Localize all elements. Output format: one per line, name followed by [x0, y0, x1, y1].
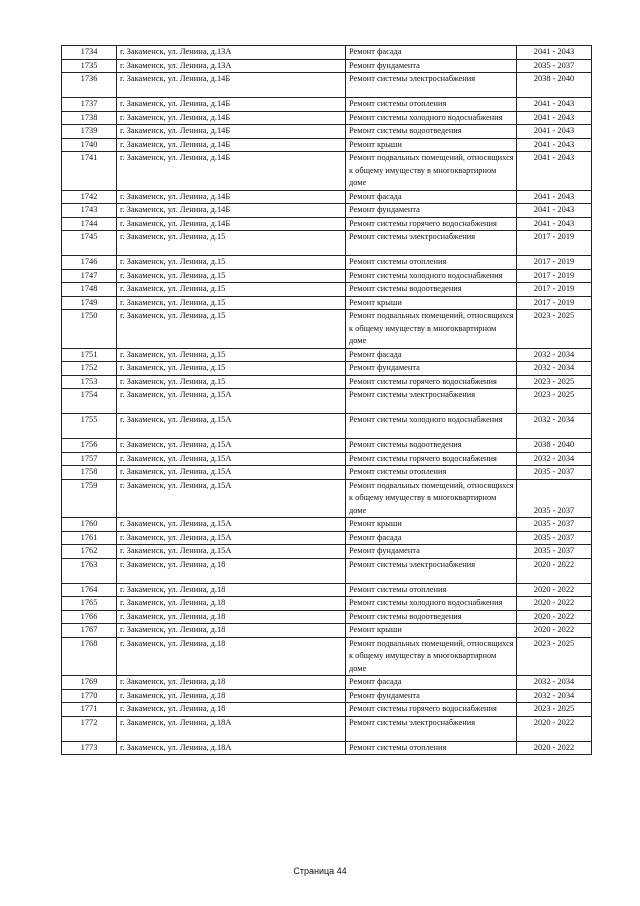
address-cell: г. Закаменск, ул. Ленина, д.15 [117, 269, 346, 283]
address-cell: г. Закаменск, ул. Ленина, д.15 [117, 348, 346, 362]
table-row [62, 558, 592, 583]
row-number: 1753 [62, 375, 117, 389]
period-cell: 2023 - 2025 [517, 637, 592, 676]
work-type-cell: Ремонт системы водоотведения [346, 439, 517, 453]
table-row [62, 518, 592, 532]
work-type-cell: Ремонт системы водоотведения [346, 125, 517, 139]
period-cell: 2035 - 2037 [517, 479, 592, 518]
row-number: 1756 [62, 439, 117, 453]
work-type-cell: Ремонт системы электроснабжения [346, 558, 517, 583]
period-cell: 2020 - 2022 [517, 741, 592, 755]
address-cell: г. Закаменск, ул. Ленина, д.15 [117, 362, 346, 376]
address-cell: г. Закаменск, ул. Ленина, д.15 [117, 283, 346, 297]
period-cell: 2032 - 2034 [517, 676, 592, 690]
address-cell: г. Закаменск, ул. Ленина, д.13А [117, 59, 346, 73]
row-number: 1735 [62, 59, 117, 73]
period-cell: 2035 - 2037 [517, 466, 592, 480]
table-row [62, 111, 592, 125]
work-type-cell: Ремонт подвальных помещений, относящихся к общему имуществу в многоквартирном доме [346, 637, 517, 676]
address-cell: г. Закаменск, ул. Ленина, д.14Б [117, 138, 346, 152]
table-row [62, 637, 592, 676]
work-type-cell: Ремонт фасада [346, 46, 517, 60]
address-cell: г. Закаменск, ул. Ленина, д.18 [117, 676, 346, 690]
table-row [62, 348, 592, 362]
table-row [62, 703, 592, 717]
period-cell: 2041 - 2043 [517, 152, 592, 191]
table-row [62, 466, 592, 480]
work-type-cell: Ремонт системы холодного водоснабжения [346, 597, 517, 611]
row-number: 1773 [62, 741, 117, 755]
row-number: 1762 [62, 545, 117, 559]
repair-schedule-table [61, 45, 592, 755]
table-row [62, 152, 592, 191]
address-cell: г. Закаменск, ул. Ленина, д.18 [117, 624, 346, 638]
address-cell: г. Закаменск, ул. Ленина, д.14Б [117, 125, 346, 139]
address-cell: г. Закаменск, ул. Ленина, д.15 [117, 310, 346, 349]
table-row [62, 46, 592, 60]
address-cell: г. Закаменск, ул. Ленина, д.18 [117, 558, 346, 583]
period-cell: 2023 - 2025 [517, 703, 592, 717]
period-cell: 2041 - 2043 [517, 46, 592, 60]
work-type-cell: Ремонт системы водоотведения [346, 610, 517, 624]
table-row [62, 59, 592, 73]
row-number: 1741 [62, 152, 117, 191]
work-type-cell: Ремонт фасада [346, 676, 517, 690]
period-cell: 2020 - 2022 [517, 583, 592, 597]
table-row [62, 389, 592, 414]
period-cell: 2020 - 2022 [517, 624, 592, 638]
table-row [62, 624, 592, 638]
period-cell: 2032 - 2034 [517, 348, 592, 362]
address-cell: г. Закаменск, ул. Ленина, д.14Б [117, 190, 346, 204]
row-number: 1759 [62, 479, 117, 518]
period-cell: 2041 - 2043 [517, 217, 592, 231]
work-type-cell: Ремонт системы электроснабжения [346, 716, 517, 741]
period-cell: 2041 - 2043 [517, 138, 592, 152]
address-cell: г. Закаменск, ул. Ленина, д.15А [117, 479, 346, 518]
work-type-cell: Ремонт системы горячего водоснабжения [346, 703, 517, 717]
work-type-cell: Ремонт системы отопления [346, 466, 517, 480]
address-cell: г. Закаменск, ул. Ленина, д.15А [117, 545, 346, 559]
work-type-cell: Ремонт подвальных помещений, относящихся к общему имуществу в многоквартирном доме [346, 310, 517, 349]
address-cell: г. Закаменск, ул. Ленина, д.18 [117, 597, 346, 611]
table-row [62, 545, 592, 559]
work-type-cell: Ремонт системы холодного водоснабжения [346, 414, 517, 439]
work-type-cell: Ремонт системы горячего водоснабжения [346, 452, 517, 466]
address-cell: г. Закаменск, ул. Ленина, д.18 [117, 689, 346, 703]
table-row [62, 716, 592, 741]
table-row [62, 741, 592, 755]
row-number: 1757 [62, 452, 117, 466]
period-cell: 2017 - 2019 [517, 283, 592, 297]
table-row [62, 689, 592, 703]
address-cell: г. Закаменск, ул. Ленина, д.15А [117, 439, 346, 453]
period-cell: 2035 - 2037 [517, 545, 592, 559]
row-number: 1749 [62, 296, 117, 310]
row-number: 1739 [62, 125, 117, 139]
period-cell: 2032 - 2034 [517, 689, 592, 703]
address-cell: г. Закаменск, ул. Ленина, д.18 [117, 610, 346, 624]
work-type-cell: Ремонт крыши [346, 624, 517, 638]
row-number: 1737 [62, 98, 117, 112]
table-row [62, 583, 592, 597]
address-cell: г. Закаменск, ул. Ленина, д.15 [117, 231, 346, 256]
row-number: 1752 [62, 362, 117, 376]
period-cell: 2017 - 2019 [517, 256, 592, 270]
row-number: 1742 [62, 190, 117, 204]
period-cell: 2041 - 2043 [517, 111, 592, 125]
work-type-cell: Ремонт системы водоотведения [346, 283, 517, 297]
period-cell: 2020 - 2022 [517, 597, 592, 611]
period-cell: 2038 - 2040 [517, 439, 592, 453]
address-cell: г. Закаменск, ул. Ленина, д.15 [117, 296, 346, 310]
row-number: 1750 [62, 310, 117, 349]
table-row [62, 439, 592, 453]
period-cell: 2020 - 2022 [517, 610, 592, 624]
address-cell: г. Закаменск, ул. Ленина, д.15 [117, 256, 346, 270]
table-row [62, 231, 592, 256]
period-cell: 2041 - 2043 [517, 98, 592, 112]
address-cell: г. Закаменск, ул. Ленина, д.15А [117, 452, 346, 466]
address-cell: г. Закаменск, ул. Ленина, д.14Б [117, 98, 346, 112]
row-number: 1772 [62, 716, 117, 741]
row-number: 1738 [62, 111, 117, 125]
table-row [62, 414, 592, 439]
table-row [62, 310, 592, 349]
work-type-cell: Ремонт системы отопления [346, 256, 517, 270]
work-type-cell: Ремонт фасада [346, 348, 517, 362]
period-cell: 2017 - 2019 [517, 231, 592, 256]
row-number: 1765 [62, 597, 117, 611]
period-cell: 2032 - 2034 [517, 414, 592, 439]
row-number: 1736 [62, 73, 117, 98]
table-row [62, 138, 592, 152]
row-number: 1748 [62, 283, 117, 297]
row-number: 1734 [62, 46, 117, 60]
period-cell: 2035 - 2037 [517, 518, 592, 532]
table-row [62, 452, 592, 466]
table-row [62, 597, 592, 611]
table-row [62, 204, 592, 218]
work-type-cell: Ремонт системы отопления [346, 98, 517, 112]
row-number: 1747 [62, 269, 117, 283]
period-cell: 2023 - 2025 [517, 375, 592, 389]
address-cell: г. Закаменск, ул. Ленина, д.15А [117, 414, 346, 439]
work-type-cell: Ремонт системы горячего водоснабжения [346, 375, 517, 389]
work-type-cell: Ремонт системы отопления [346, 583, 517, 597]
work-type-cell: Ремонт системы холодного водоснабжения [346, 111, 517, 125]
address-cell: г. Закаменск, ул. Ленина, д.18А [117, 741, 346, 755]
address-cell: г. Закаменск, ул. Ленина, д.18 [117, 703, 346, 717]
address-cell: г. Закаменск, ул. Ленина, д.14Б [117, 73, 346, 98]
work-type-cell: Ремонт системы отопления [346, 741, 517, 755]
row-number: 1740 [62, 138, 117, 152]
row-number: 1758 [62, 466, 117, 480]
row-number: 1771 [62, 703, 117, 717]
table-body [62, 46, 592, 755]
row-number: 1755 [62, 414, 117, 439]
table-row [62, 269, 592, 283]
period-cell: 2020 - 2022 [517, 716, 592, 741]
work-type-cell: Ремонт системы горячего водоснабжения [346, 217, 517, 231]
period-cell: 2032 - 2034 [517, 362, 592, 376]
table-row [62, 217, 592, 231]
work-type-cell: Ремонт фундамента [346, 59, 517, 73]
address-cell: г. Закаменск, ул. Ленина, д.15А [117, 466, 346, 480]
work-type-cell: Ремонт фундамента [346, 545, 517, 559]
period-cell: 2020 - 2022 [517, 558, 592, 583]
table-row [62, 296, 592, 310]
page-number: Страница 44 [293, 866, 347, 876]
address-cell: г. Закаменск, ул. Ленина, д.15А [117, 518, 346, 532]
table-row [62, 676, 592, 690]
row-number: 1764 [62, 583, 117, 597]
period-cell: 2017 - 2019 [517, 296, 592, 310]
row-number: 1766 [62, 610, 117, 624]
address-cell: г. Закаменск, ул. Ленина, д.18 [117, 583, 346, 597]
table-row [62, 256, 592, 270]
address-cell: г. Закаменск, ул. Ленина, д.14Б [117, 217, 346, 231]
address-cell: г. Закаменск, ул. Ленина, д.14Б [117, 204, 346, 218]
period-cell: 2041 - 2043 [517, 204, 592, 218]
address-cell: г. Закаменск, ул. Ленина, д.14Б [117, 152, 346, 191]
table-row [62, 125, 592, 139]
table-row [62, 98, 592, 112]
row-number: 1763 [62, 558, 117, 583]
period-cell: 2041 - 2043 [517, 125, 592, 139]
row-number: 1770 [62, 689, 117, 703]
row-number: 1760 [62, 518, 117, 532]
table-row [62, 73, 592, 98]
address-cell: г. Закаменск, ул. Ленина, д.13А [117, 46, 346, 60]
address-cell: г. Закаменск, ул. Ленина, д.15 [117, 375, 346, 389]
work-type-cell: Ремонт системы холодного водоснабжения [346, 269, 517, 283]
row-number: 1743 [62, 204, 117, 218]
table-row [62, 190, 592, 204]
work-type-cell: Ремонт системы электроснабжения [346, 231, 517, 256]
table-row [62, 283, 592, 297]
period-cell: 2038 - 2040 [517, 73, 592, 98]
period-cell: 2017 - 2019 [517, 269, 592, 283]
table-row [62, 479, 592, 518]
table-row [62, 531, 592, 545]
address-cell: г. Закаменск, ул. Ленина, д.15А [117, 389, 346, 414]
work-type-cell: Ремонт фасада [346, 190, 517, 204]
address-cell: г. Закаменск, ул. Ленина, д.18 [117, 637, 346, 676]
work-type-cell: Ремонт фасада [346, 531, 517, 545]
work-type-cell: Ремонт крыши [346, 296, 517, 310]
work-type-cell: Ремонт крыши [346, 138, 517, 152]
period-cell: 2041 - 2043 [517, 190, 592, 204]
row-number: 1746 [62, 256, 117, 270]
row-number: 1769 [62, 676, 117, 690]
row-number: 1767 [62, 624, 117, 638]
work-type-cell: Ремонт фундамента [346, 204, 517, 218]
period-cell: 2023 - 2025 [517, 310, 592, 349]
work-type-cell: Ремонт подвальных помещений, относящихся к общему имуществу в многоквартирном доме [346, 479, 517, 518]
work-type-cell: Ремонт подвальных помещений, относящихся к общему имуществу в многоквартирном доме [346, 152, 517, 191]
period-cell: 2023 - 2025 [517, 389, 592, 414]
row-number: 1751 [62, 348, 117, 362]
work-type-cell: Ремонт фундамента [346, 689, 517, 703]
table-row [62, 610, 592, 624]
address-cell: г. Закаменск, ул. Ленина, д.18А [117, 716, 346, 741]
row-number: 1761 [62, 531, 117, 545]
row-number: 1744 [62, 217, 117, 231]
period-cell: 2035 - 2037 [517, 531, 592, 545]
work-type-cell: Ремонт системы электроснабжения [346, 389, 517, 414]
work-type-cell: Ремонт крыши [346, 518, 517, 532]
row-number: 1745 [62, 231, 117, 256]
address-cell: г. Закаменск, ул. Ленина, д.15А [117, 531, 346, 545]
work-type-cell: Ремонт фундамента [346, 362, 517, 376]
address-cell: г. Закаменск, ул. Ленина, д.14Б [117, 111, 346, 125]
table-row [62, 362, 592, 376]
period-cell: 2035 - 2037 [517, 59, 592, 73]
table-row [62, 375, 592, 389]
row-number: 1768 [62, 637, 117, 676]
work-type-cell: Ремонт системы электроснабжения [346, 73, 517, 98]
row-number: 1754 [62, 389, 117, 414]
period-cell: 2032 - 2034 [517, 452, 592, 466]
